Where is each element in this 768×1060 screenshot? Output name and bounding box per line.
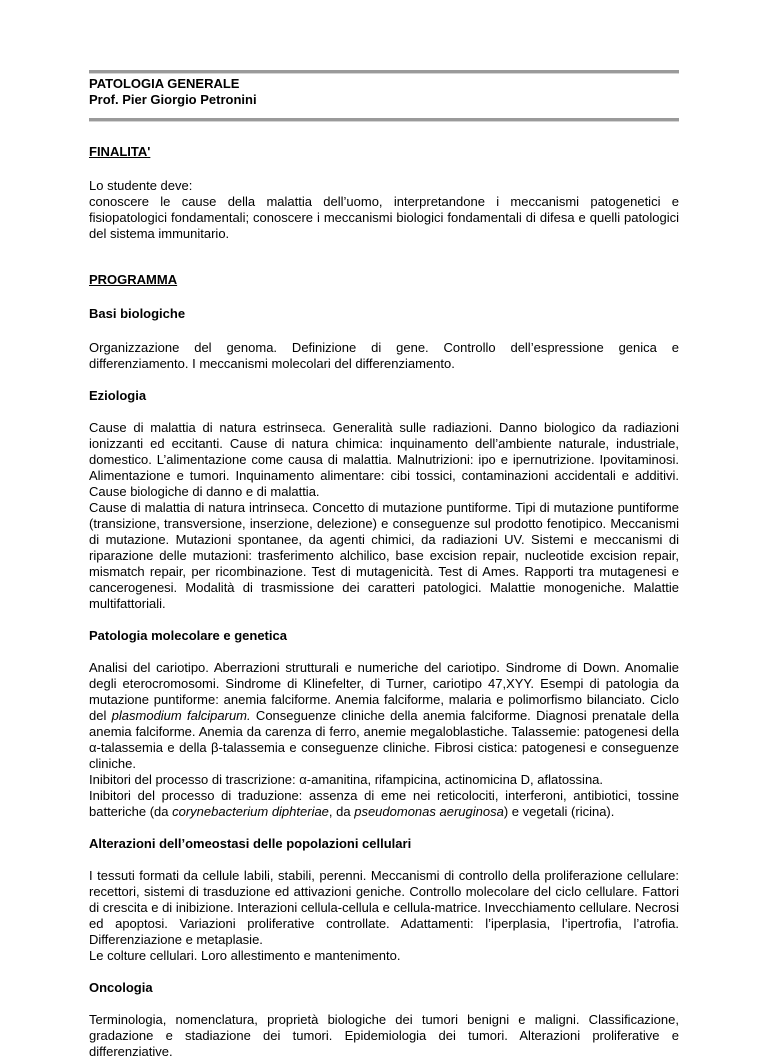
finalita-text: conoscere le cause della malattia dell’uomo, interpretandone i meccanismi patogenetici e fisiopatologici fondamentali; conoscere i meccanismi biologici fondamentali di difesa e quelli patologici del sistema immunitario. — [89, 194, 679, 241]
basi-heading: Basi biologiche — [89, 306, 186, 321]
eziologia-heading: Eziologia — [89, 388, 147, 403]
molecolare-paragraph-2: Inibitori del processo di trascrizione: α-amanitina, rifampicina, actinomicina D, aflatossina. — [89, 772, 604, 787]
italic-term: corynebacterium diphteriae — [172, 804, 329, 819]
professor-name: Prof. Pier Giorgio Petronini — [89, 92, 257, 107]
basi-text: Organizzazione del genoma. Definizione di gene. Controllo dell’espressione genica e differenziamento. I meccanismi molecolari del differenziamento. — [89, 340, 679, 371]
omeostasi-heading: Alterazioni dell’omeostasi delle popolazioni cellulari — [89, 836, 412, 851]
omeostasi-paragraph-2: Le colture cellulari. Loro allestimento e mantenimento. — [89, 948, 401, 963]
eziologia-paragraph-2: Cause di malattia di natura intrinseca. Concetto di mutazione puntiforme. Tipi di mutazione puntiforme (transizione, transversione, inserzione, delezione) e conseguenze sul prodotto fenotipico. Meccanismi di mutazione. Mutazioni spontanee, da agenti chimici, da radiazioni UV. Sistemi e meccanismi di riparazione delle mutazioni: trasferimento alchilico, base excision repair, nucleotide excision repair, mismatch repair, per ricombinazione. Test di mutagenicità. Test di Ames. Rapporti tra mutagenesi e cancerogenesi. Modalità di trasmissione dei caratteri patologici. Malattie monogeniche. Malattie multifattoriali. — [89, 500, 679, 611]
molecolare-heading: Patologia molecolare e genetica — [89, 628, 287, 643]
italic-term: pseudomonas aeruginosa — [354, 804, 504, 819]
finalita-intro: Lo studente deve: — [89, 178, 193, 193]
molecolare-paragraph-1: Analisi del cariotipo. Aberrazioni strutturali e numeriche del cariotipo. Sindrome di Down. Anomalie degli eterocromosomi. Sindrome di Klinefelter, di Turner, cariotipo 47,XYY. Esempi di patologia da mutazione puntiforme: anemia falciforme. Anemia falciforme, malaria e polimorfismo bilanciato. Ciclo del plasmodium falciparum. Conseguenze cliniche della anemia falciforme. Diagnosi prenatale della anemia falciforme. Anemia da carenza di ferro, anemie megaloblastiche. Talassemie: patogenesi della α-talassemia e della β-talassemia e conseguenze cliniche. Fibrosi cistica: patogenesi e conseguenze cliniche. — [89, 660, 679, 771]
italic-term: plasmodium falciparum. — [111, 708, 251, 723]
finalita-heading: FINALITA' — [89, 144, 151, 159]
programma-heading: PROGRAMMA — [89, 272, 178, 287]
molecolare-paragraph-3: Inibitori del processo di traduzione: assenza di eme nei reticolociti, interferoni, antibiotici, tossine batteriche (da corynebacterium diphteriae, da pseudomonas aeruginosa) e vegetali (ricina). — [89, 788, 679, 819]
document-page — [89, 0, 679, 1060]
course-title: PATOLOGIA GENERALE — [89, 76, 240, 91]
oncologia-heading: Oncologia — [89, 980, 153, 995]
eziologia-paragraph-1: Cause di malattia di natura estrinseca. Generalità sulle radiazioni. Danno biologico da radiazioni ionizzanti ed eccitanti. Cause di natura chimica: inquinamento dell’ambiente naturale, industriale, domestico. L’alimentazione come causa di malattia. Malnutrizioni: ipo e ipernutrizione. Ipovitaminosi. Alimentazione e tumori. Inquinamento alimentare: cibi tossici, contaminazioni accidentali e additivi. Cause biologiche di danno e di malattia. — [89, 420, 679, 499]
oncologia-paragraph-1: Terminologia, nomenclatura, proprietà biologiche dei tumori benigni e maligni. Classificazione, gradazione e stadiazione dei tumori. Epidemiologia dei tumori. Alterazioni proliferative e differenziative. — [89, 1012, 679, 1059]
document-header — [89, 74, 679, 108]
omeostasi-paragraph-1: I tessuti formati da cellule labili, stabili, perenni. Meccanismi di controllo della proliferazione cellulare: recettori, sistemi di trasduzione ed attivazioni geniche. Controllo molecolare del ciclo cellulare. Fattori di crescita e di inibizione. Interazioni cellula-cellula e cellula-matrice. Invecchiamento cellulare. Necrosi ed apoptosi. Variazioni proliferative controllate. Adattamenti: l’iperplasia, l’ipertrofia, l’atrofia. Differenziazione e metaplasie. — [89, 868, 679, 947]
